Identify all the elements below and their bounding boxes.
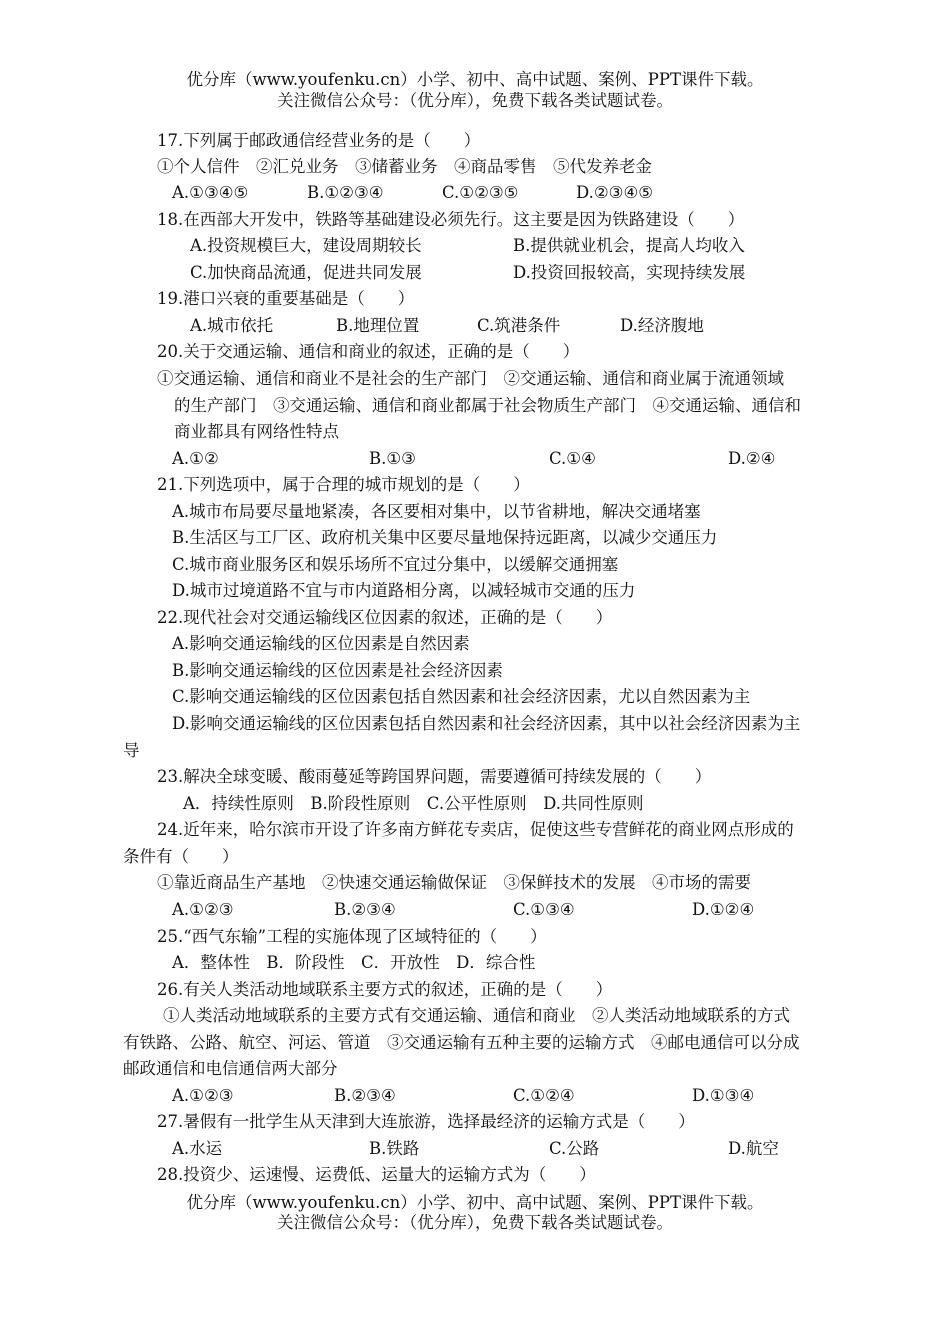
q17-option-d: D.②③④⑤ xyxy=(576,183,654,202)
q22-option-d: D.影响交通运输线的区位因素包括自然因素和社会经济因素，其中以社会经济因素为主 xyxy=(172,714,801,733)
q24-option-d: D.①②④ xyxy=(692,900,755,919)
q26-option-d: D.①③④ xyxy=(692,1086,755,1105)
q19-option-a: A.城市依托 xyxy=(190,316,274,335)
q18-option-b: B.提供就业机会，提高人均收入 xyxy=(513,236,745,255)
q22-option-b: B.影响交通运输线的区位因素是社会经济因素 xyxy=(172,661,503,680)
q18-option-a: A.投资规模巨大，建设周期较长 xyxy=(190,236,422,255)
q20-items-line-3: 商业都具有网络性特点 xyxy=(174,422,339,441)
q21-option-c: C.城市商业服务区和娱乐场所不宜过分集中，以缓解交通拥塞 xyxy=(172,555,619,574)
q25-stem: 25.“西气东输”工程的实施体现了区域特征的（ ） xyxy=(157,927,547,946)
q20-items-line-2: 的生产部门 ③交通运输、通信和商业都属于社会物质生产部门 ④交通运输、通信和 xyxy=(174,396,801,415)
q21-option-b: B.生活区与工厂区、政府机关集中区要尽量地保持远距离，以减少交通压力 xyxy=(172,528,718,547)
footer-line-1: 优分库（www.youfenku.cn）小学、初中、高中试题、案例、PPT课件下载。 xyxy=(186,1193,764,1212)
q27-option-b: B.铁路 xyxy=(369,1139,420,1158)
q23-options: A．持续性原则 B.阶段性原则 C.公平性原则 D.共同性原则 xyxy=(183,794,644,813)
footer-line-2: 关注微信公众号：（优分库），免费下载各类试题试卷。 xyxy=(277,1213,673,1232)
q17-option-c: C.①②③⑤ xyxy=(442,183,519,202)
q27-option-c: C.公路 xyxy=(549,1139,600,1158)
q17-option-b: B.①②③④ xyxy=(307,183,384,202)
q21-option-a: A.城市布局要尽量地紧凑，各区要相对集中，以节省耕地，解决交通堵塞 xyxy=(172,502,701,521)
q20-option-c: C.①④ xyxy=(549,449,596,468)
header-line-2: 关注微信公众号：（优分库），免费下载各类试题试卷。 xyxy=(277,91,673,110)
q24-option-a: A.①②③ xyxy=(172,900,234,919)
q27-option-a: A.水运 xyxy=(172,1139,223,1158)
q19-option-d: D.经济腹地 xyxy=(620,316,704,335)
q21-option-d: D.城市过境道路不宜与市内道路相分离，以减轻城市交通的压力 xyxy=(172,581,636,600)
q18-option-d: D.投资回报较高，实现持续发展 xyxy=(513,263,746,282)
q24-stem-line-2: 条件有（ ） xyxy=(123,847,239,866)
header-line-1: 优分库（www.youfenku.cn）小学、初中、高中试题、案例、PPT课件下载。 xyxy=(186,70,764,89)
q22-option-c: C.影响交通运输线的区位因素包括自然因素和社会经济因素，尤以自然因素为主 xyxy=(172,687,751,706)
q23-stem: 23.解决全球变暖、酸雨蔓延等跨国界问题，需要遵循可持续发展的（ ） xyxy=(157,767,712,786)
q19-option-b: B.地理位置 xyxy=(336,316,420,335)
q26-items-line-1: ①人类活动地域联系的主要方式有交通运输、通信和商业 ②人类活动地域联系的方式 xyxy=(163,1006,790,1025)
q27-stem: 27.暑假有一批学生从天津到大连旅游，选择最经济的运输方式是（ ） xyxy=(157,1112,695,1131)
q27-option-d: D.航空 xyxy=(728,1139,779,1158)
q18-option-c: C.加快商品流通，促进共同发展 xyxy=(190,263,422,282)
q24-option-b: B.②③④ xyxy=(334,900,396,919)
q26-option-c: C.①②④ xyxy=(513,1086,575,1105)
q22-option-d-wrap: 导 xyxy=(123,741,140,760)
q26-option-a: A.①②③ xyxy=(172,1086,234,1105)
q24-option-c: C.①③④ xyxy=(513,900,575,919)
q18-stem: 18.在西部大开发中，铁路等基础建设必须先行。这主要是因为铁路建设（ ） xyxy=(157,210,745,229)
q17-stem: 17.下列属于邮政通信经营业务的是（ ） xyxy=(157,131,481,150)
q22-stem: 22.现代社会对交通运输线区位因素的叙述，正确的是（ ） xyxy=(157,608,613,627)
q19-stem: 19.港口兴衰的重要基础是（ ） xyxy=(157,289,415,308)
q20-option-a: A.①② xyxy=(172,449,219,468)
q26-items-line-2: 有铁路、公路、航空、河运、管道 ③交通运输有五种主要的运输方式 ④邮电通信可以分成 xyxy=(123,1033,800,1052)
q24-stem-line-1: 24.近年来，哈尔滨市开设了许多南方鲜花专卖店，促使这些专营鲜花的商业网点形成的 xyxy=(157,820,794,839)
q28-stem: 28.投资少、运速慢、运费低、运量大的运输方式为（ ） xyxy=(157,1165,596,1184)
q20-option-d: D.②④ xyxy=(728,449,776,468)
q20-stem: 20.关于交通运输、通信和商业的叙述，正确的是（ ） xyxy=(157,342,580,361)
q20-items-line-1: ①交通运输、通信和商业不是社会的生产部门 ②交通运输、通信和商业属于流通领域 xyxy=(157,369,784,388)
q19-option-c: C.筑港条件 xyxy=(477,316,561,335)
q22-option-a: A.影响交通运输线的区位因素是自然因素 xyxy=(172,634,470,653)
q20-option-b: B.①③ xyxy=(369,449,416,468)
q21-stem: 21.下列选项中，属于合理的城市规划的是（ ） xyxy=(157,475,530,494)
q26-stem: 26.有关人类活动地域联系主要方式的叙述，正确的是（ ） xyxy=(157,980,613,999)
q24-items: ①靠近商品生产基地 ②快速交通运输做保证 ③保鲜技术的发展 ④市场的需要 xyxy=(157,873,751,892)
q26-option-b: B.②③④ xyxy=(334,1086,396,1105)
q26-items-line-3: 邮政通信和电信通信两大部分 xyxy=(123,1059,338,1078)
q17-items: ①个人信件 ②汇兑业务 ③储蓄业务 ④商品零售 ⑤代发养老金 xyxy=(157,157,652,176)
q17-option-a: A.①③④⑤ xyxy=(172,183,249,202)
q25-options: A．整体性 B．阶段性 C．开放性 D．综合性 xyxy=(172,953,536,972)
